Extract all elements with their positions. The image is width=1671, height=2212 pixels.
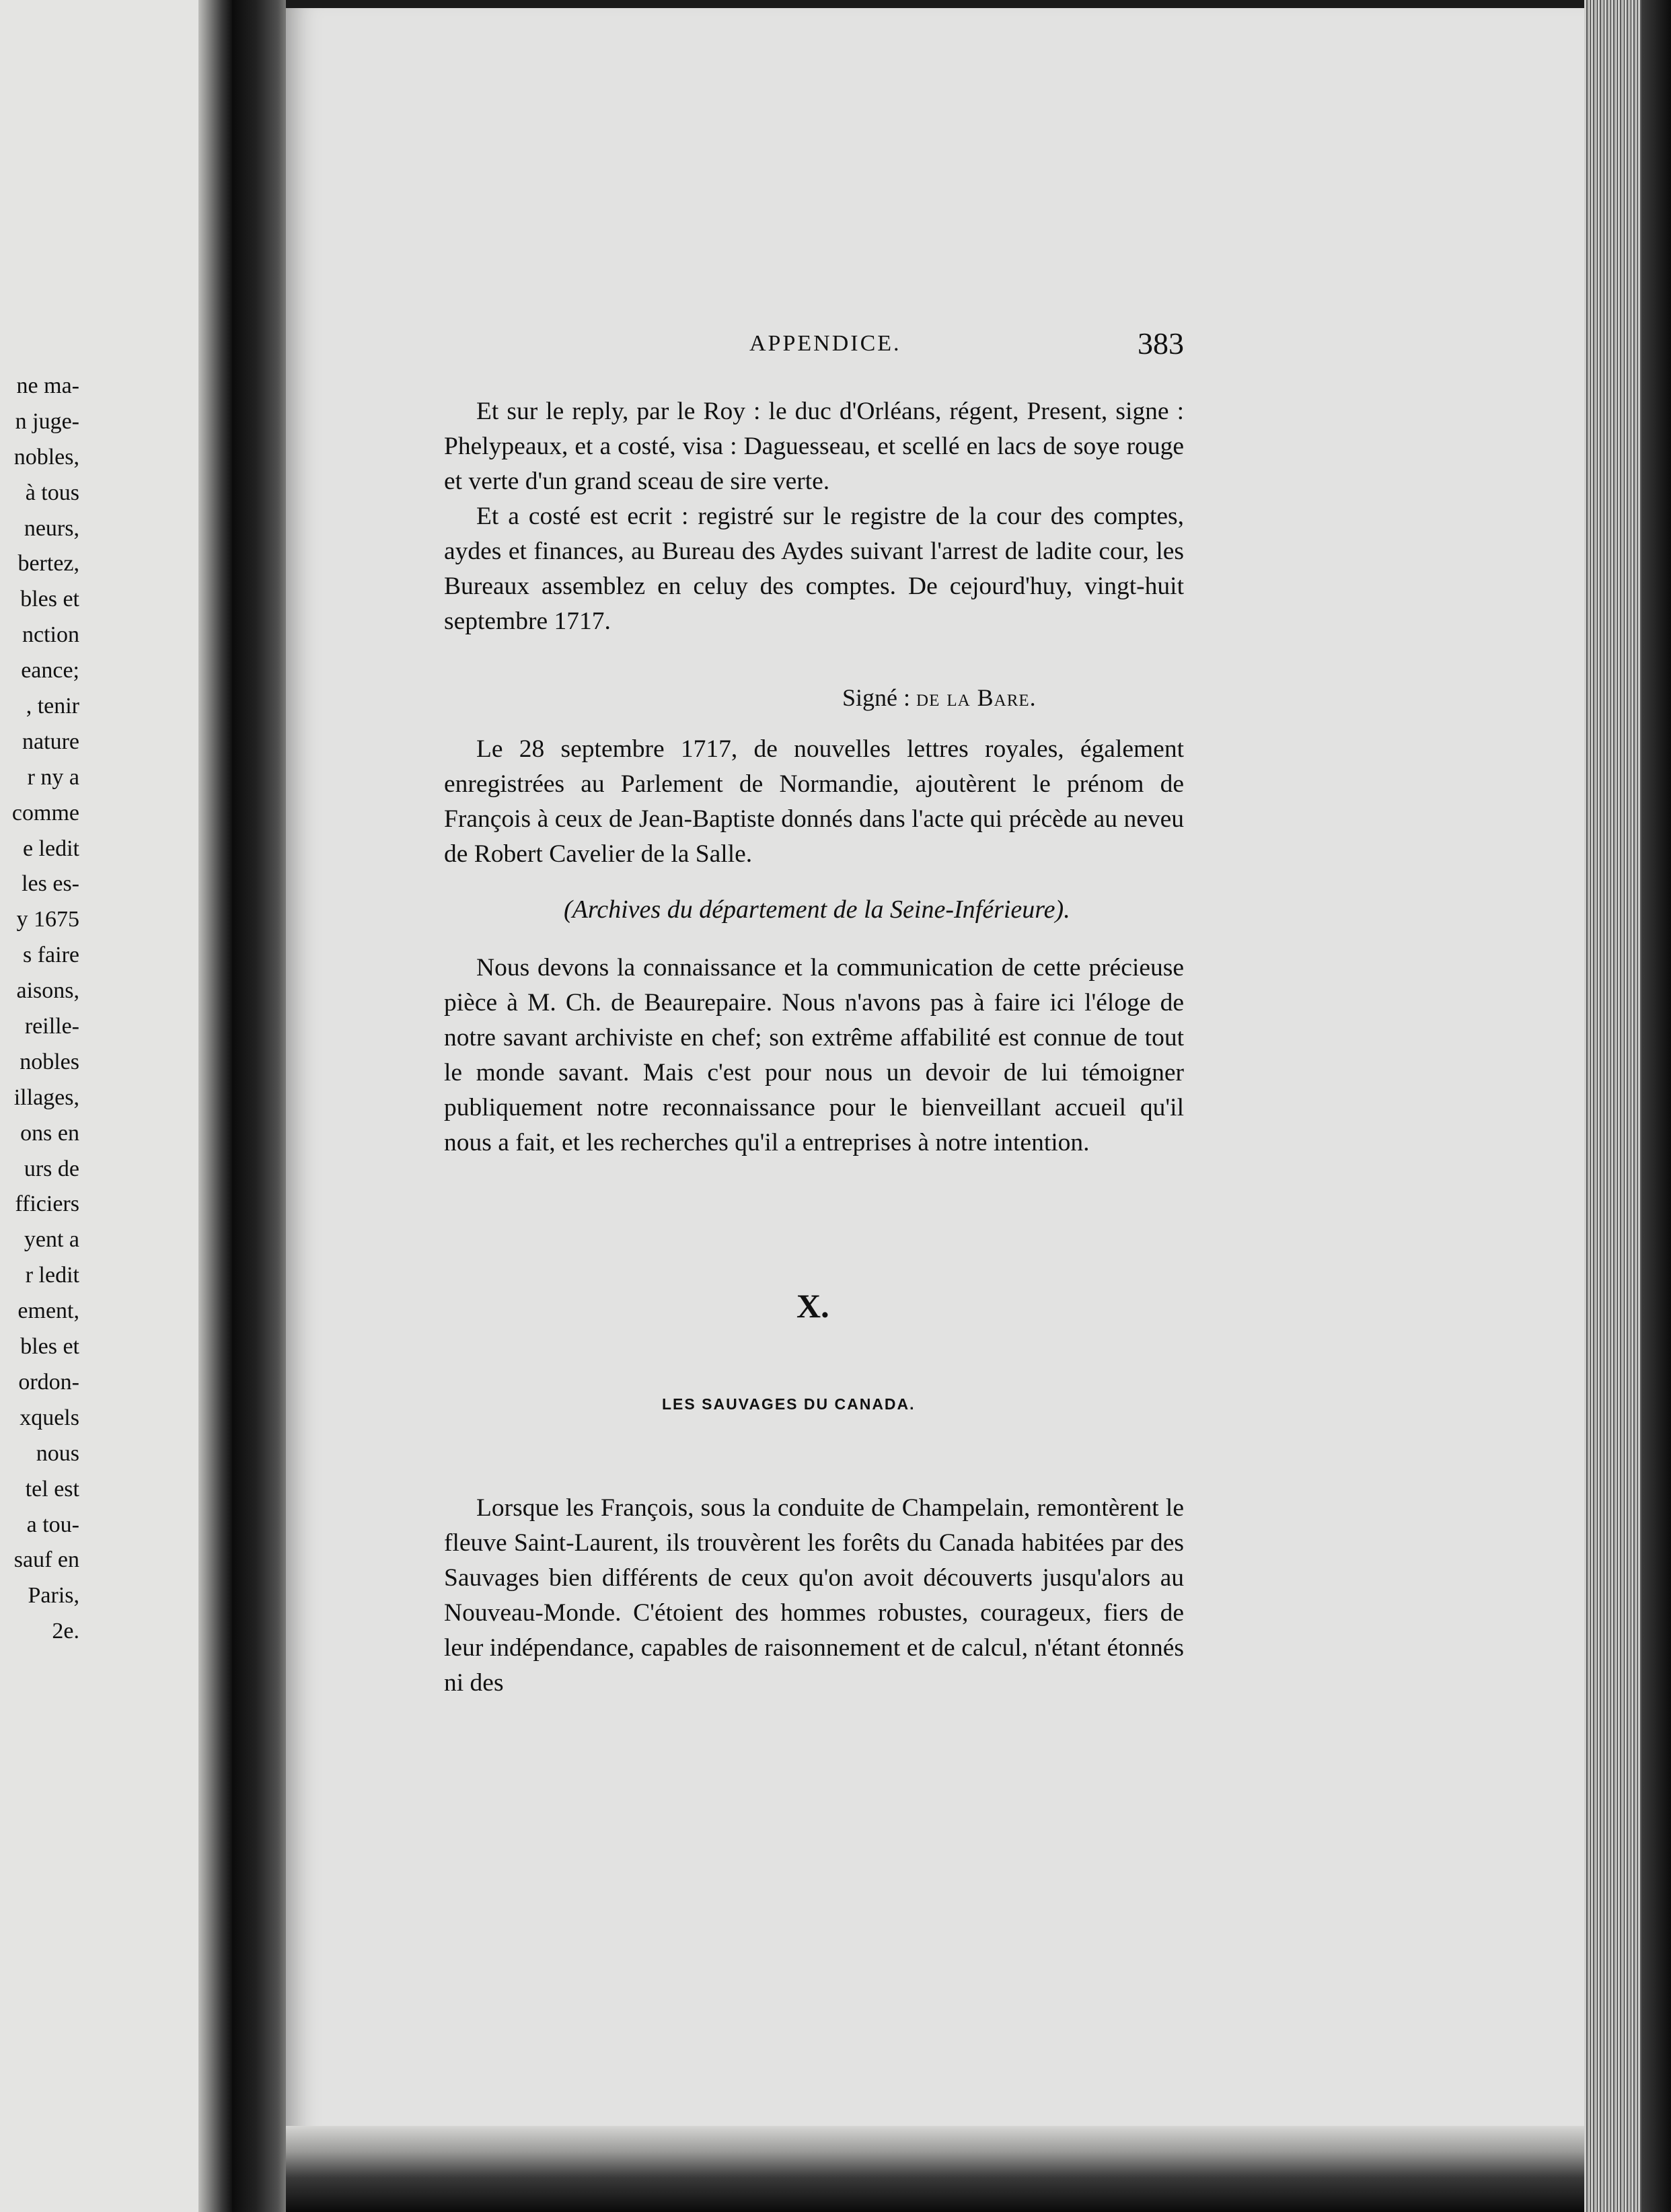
left-page-line: nous xyxy=(36,1440,79,1466)
page-bottom-edge xyxy=(286,2126,1591,2212)
left-page-line: xquels xyxy=(20,1405,79,1430)
left-page-line: ordon- xyxy=(18,1369,79,1395)
section-title: LES SAUVAGES DU CANADA. xyxy=(662,1395,916,1413)
page-number: 383 xyxy=(1138,326,1184,361)
left-page-line: nature xyxy=(22,729,79,754)
source-citation: (Archives du département de la Seine-Inférieure). xyxy=(564,895,1070,924)
left-page-line: bles et xyxy=(20,1334,79,1360)
page-header xyxy=(444,326,1184,366)
left-page-line: ne ma- xyxy=(16,373,79,398)
paragraph-sauvages xyxy=(444,1491,1184,1701)
left-page-line: tel est xyxy=(25,1476,79,1502)
signature-prefix: Signé : xyxy=(842,684,911,711)
paragraph: Et a costé est ecrit : registré sur le registre de la cour des comptes, aydes et finances, au Bureau des Aydes suivant l'arrest de ladite cour, les Bureaux assemblez en celuy des comptes. De cejourd'huy, vingt-huit septembre 1717. xyxy=(444,503,1184,635)
left-page-line: aisons, xyxy=(16,978,79,1004)
left-page-line: reille- xyxy=(24,1014,79,1039)
left-page-line: fficiers xyxy=(15,1191,79,1217)
left-page-line: n juge- xyxy=(15,408,79,434)
left-page-line: urs de xyxy=(24,1156,79,1181)
left-page-line: ons en xyxy=(20,1120,79,1146)
left-page-line: r ny a xyxy=(27,764,79,790)
top-shadow xyxy=(286,0,1584,8)
left-page-line: sauf en xyxy=(13,1547,79,1573)
left-page-line: nobles xyxy=(20,1049,79,1074)
book-cover-edge xyxy=(1641,0,1671,2212)
left-page-line: comme xyxy=(11,800,79,825)
section-number: X. xyxy=(796,1287,829,1325)
left-page-line: à tous xyxy=(25,480,79,505)
paragraph-acknowledgement xyxy=(444,951,1184,1160)
left-page-text xyxy=(0,369,79,1650)
paragraph: Et sur le reply, par le Roy : le duc d'Orléans, régent, Present, signe : Phelypeaux, et a costé, visa : Daguesseau, et scellé en lacs de soye rouge et verte d'un grand sceau de sire verte. xyxy=(444,398,1184,495)
left-page-line: e ledit xyxy=(22,836,79,861)
left-page-line: bles et xyxy=(20,587,79,612)
paragraph-lettres xyxy=(444,732,1184,872)
left-page-line: r ledit xyxy=(25,1263,79,1288)
left-page-line: eance; xyxy=(21,658,79,684)
paragraph: Lorsque les François, sous la conduite de Champelain, remontèrent le fleuve Saint-Laurent, ils trouvèrent les forêts du Canada habitées par des Sauvages bien différents de ceux qu'on avoit découverts jusqu'alors au Nouveau-Monde. C'étoient des hommes robustes, courageux, fiers de leur indépendance, capables de raisonnement et de calcul, n'étant étonnés ni des xyxy=(444,1494,1184,1697)
left-page-line: Paris, xyxy=(28,1583,79,1609)
left-page-line: a tou- xyxy=(26,1512,79,1537)
left-page-line: neurs, xyxy=(24,515,79,541)
left-page-line: , tenir xyxy=(26,694,79,719)
left-page-line: illages, xyxy=(13,1084,79,1110)
left-gutter-shadow xyxy=(198,0,232,2212)
left-page-line: s faire xyxy=(22,943,79,968)
left-page-line: nobles, xyxy=(13,444,79,470)
book-spine xyxy=(232,0,286,2212)
left-page-line: bertez, xyxy=(17,551,79,577)
signature-name: de la Bare. xyxy=(916,684,1037,711)
left-page-line: les es- xyxy=(22,871,79,897)
signature xyxy=(842,684,1037,712)
left-page-line: 2e. xyxy=(52,1619,79,1644)
left-page-line: nction xyxy=(22,622,79,648)
left-page-line: yent a xyxy=(24,1227,79,1253)
decree-text xyxy=(444,394,1184,639)
left-page-line: ement, xyxy=(17,1298,79,1324)
left-page xyxy=(0,0,232,2212)
paragraph: Nous devons la connaissance et la communication de cette précieuse pièce à M. Ch. de Beaurepaire. Nous n'avons pas à faire ici l'éloge de notre savant archiviste en chef; son extrême affabilité est connue de tout le monde savant. Mais c'est pour nous un devoir de lui témoigner publiquement notre reconnaissance pour le bienveillant accueil qu'il nous a fait, et les recherches qu'il a entreprises à notre intention. xyxy=(444,954,1184,1156)
running-head: APPENDICE. xyxy=(749,331,901,356)
paragraph: Le 28 septembre 1717, de nouvelles lettres royales, également enregistrées au Parlement de Normandie, ajoutèrent le prénom de François à ceux de Jean-Baptiste donnés dans l'acte qui précède au neveu de Robert Cavelier de la Salle. xyxy=(444,735,1184,868)
left-page-line: y 1675 xyxy=(16,907,79,932)
